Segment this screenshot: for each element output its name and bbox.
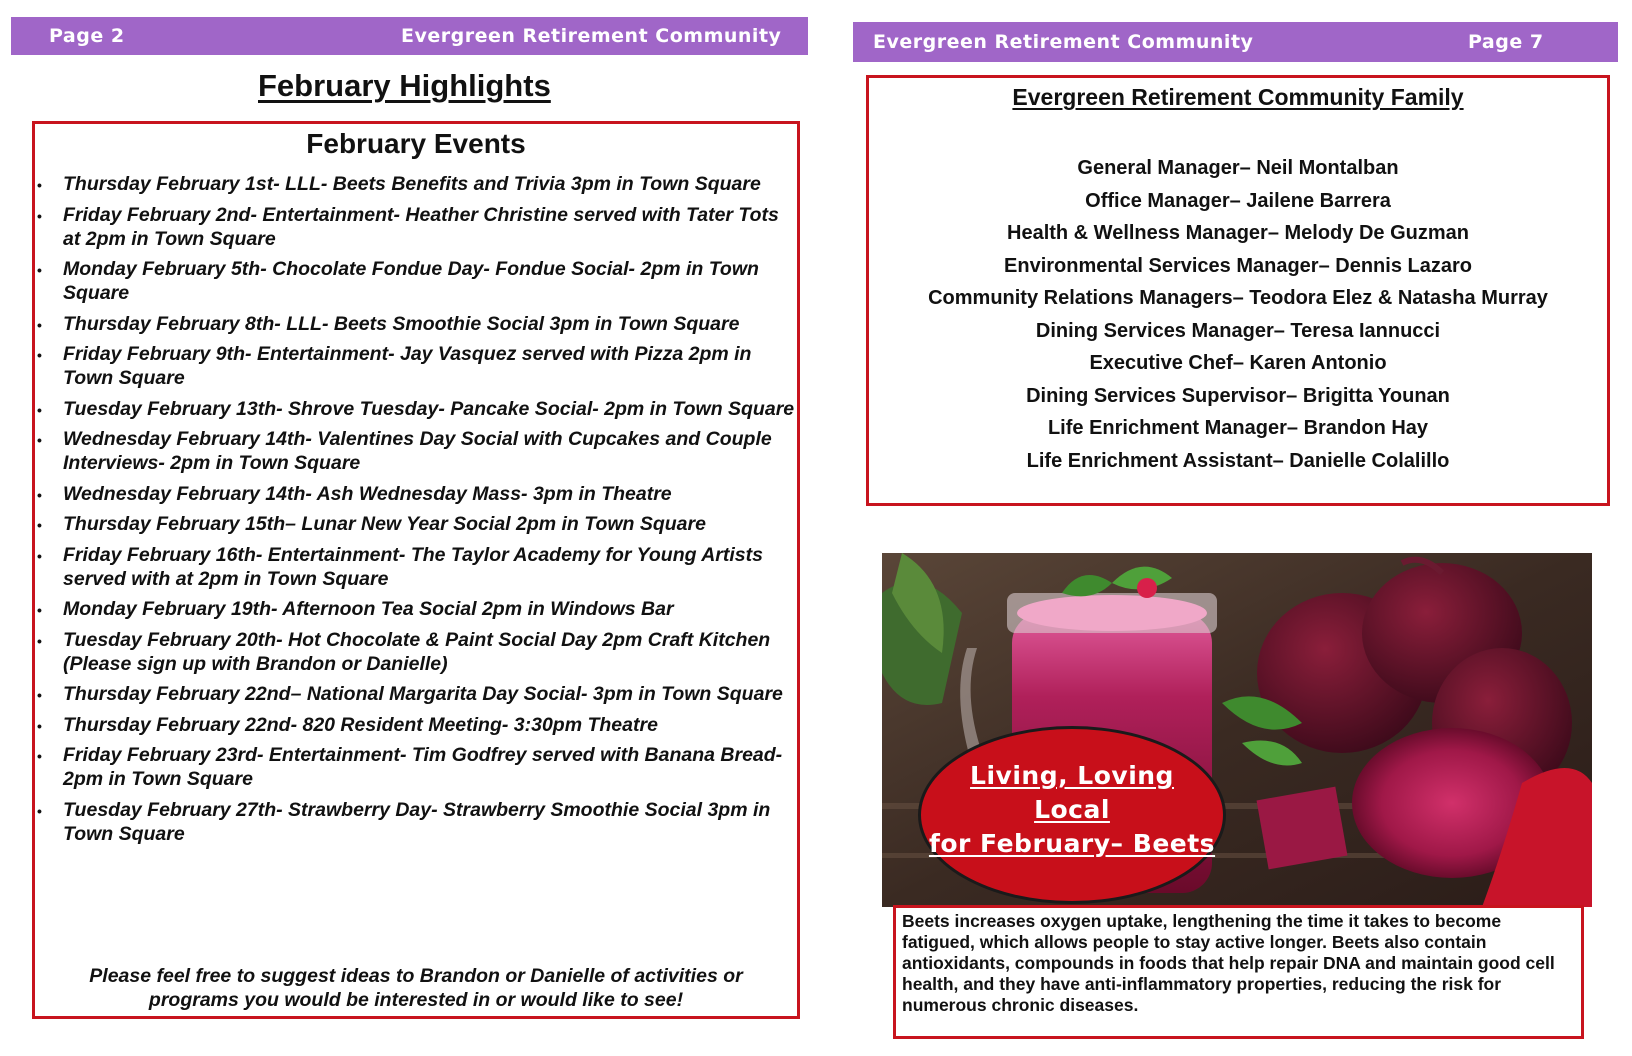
suggestion-note: Please feel free to suggest ideas to Brandon or Danielle of activities or programs you would be interested in or would like to see! (89, 965, 743, 1011)
event-item: • Monday February 5th- Chocolate Fondue Day- Fondue Social- 2pm in Town Square (63, 257, 801, 305)
staff-item: Life Enrichment Assistant– Danielle Colalillo (1026, 449, 1450, 472)
left-community-name: Evergreen Retirement Community (401, 25, 782, 47)
events-box (32, 121, 800, 1019)
page-title: February Highlights (258, 68, 551, 103)
badge-line-2: Local (1034, 795, 1110, 824)
event-item: • Monday February 19th- Afternoon Tea Social 2pm in Windows Bar (63, 597, 801, 621)
events-list (63, 172, 801, 852)
event-item: • Thursday February 8th- LLL- Beets Smoothie Social 3pm in Town Square (63, 312, 801, 336)
event-item: • Thursday February 15th– Lunar New Year Social 2pm in Town Square (63, 512, 801, 536)
staff-item: Dining Services Manager– Teresa Iannucci (1035, 319, 1441, 342)
event-item: • Wednesday February 14th- Valentines Day Social with Cupcakes and Couple Interviews- 2pm in Town Square (63, 427, 801, 475)
event-item: • Friday February 16th- Entertainment- The Taylor Academy for Young Artists served with at 2pm in Town Square (63, 543, 801, 591)
event-item: • Tuesday February 27th- Strawberry Day- Strawberry Smoothie Social 3pm in Town Square (63, 798, 801, 846)
staff-item: Life Enrichment Manager– Brandon Hay (1047, 417, 1429, 439)
event-item: • Friday February 2nd- Entertainment- Heather Christine served with Tater Tots at 2pm in Town Square (63, 203, 801, 251)
staff-item: Health & Wellness Manager– Melody De Guzman (1007, 222, 1469, 244)
left-header-band (11, 17, 808, 55)
staff-directory-title: Evergreen Retirement Community Family (1012, 84, 1464, 110)
event-item: • Thursday February 22nd– National Margarita Day Social- 3pm in Town Square (63, 682, 801, 706)
event-item: • Tuesday February 20th- Hot Chocolate & Paint Social Day 2pm Craft Kitchen (Please sign up with Brandon or Danielle) (63, 628, 801, 676)
local-feature-badge (918, 726, 1226, 904)
right-community-name: Evergreen Retirement Community (873, 31, 1254, 53)
event-item: • Tuesday February 13th- Shrove Tuesday- Pancake Social- 2pm in Town Square (63, 397, 801, 421)
events-heading: February Events (306, 128, 526, 159)
event-item: • Thursday February 1st- LLL- Beets Benefits and Trivia 3pm in Town Square (63, 172, 801, 196)
right-page-number: Page 7 (1468, 31, 1544, 53)
staff-item: Dining Services Supervisor– Brigitta Younan (1026, 384, 1450, 407)
badge-line-3: for February– Beets (928, 829, 1216, 858)
beets-info-text: Beets increases oxygen uptake, lengthening the time it takes to become fatigued, which allows people to stay active longer. Beets also contain antioxidants, compounds in foods that help repair DNA and maintain good cell health, and they have anti-inflammatory properties, reducing the risk for numerous chronic diseases. (893, 905, 1584, 1039)
event-item: • Wednesday February 14th- Ash Wednesday Mass- 3pm in Theatre (63, 482, 801, 506)
staff-item: Office Manager– Jailene Barrera (1085, 189, 1391, 212)
event-item: • Friday February 9th- Entertainment- Jay Vasquez served with Pizza 2pm in Town Square (63, 342, 801, 390)
badge-line-1: Living, Loving (970, 761, 1174, 790)
event-item: • Thursday February 22nd- 820 Resident Meeting- 3:30pm Theatre (63, 713, 801, 737)
staff-item: Community Relations Managers– Teodora Elez & Natasha Murray (928, 287, 1548, 309)
staff-item: General Manager– Neil Montalban (1077, 157, 1399, 179)
staff-list (869, 152, 1607, 477)
right-header-band (853, 22, 1618, 62)
staff-item: Environmental Services Manager– Dennis Lazaro (1004, 254, 1472, 277)
staff-item: Executive Chef– Karen Antonio (1089, 352, 1387, 374)
staff-directory-box (866, 75, 1610, 506)
event-item: • Friday February 23rd- Entertainment- Tim Godfrey served with Banana Bread- 2pm in Town Square (63, 743, 801, 791)
left-page-number: Page 2 (49, 25, 125, 47)
